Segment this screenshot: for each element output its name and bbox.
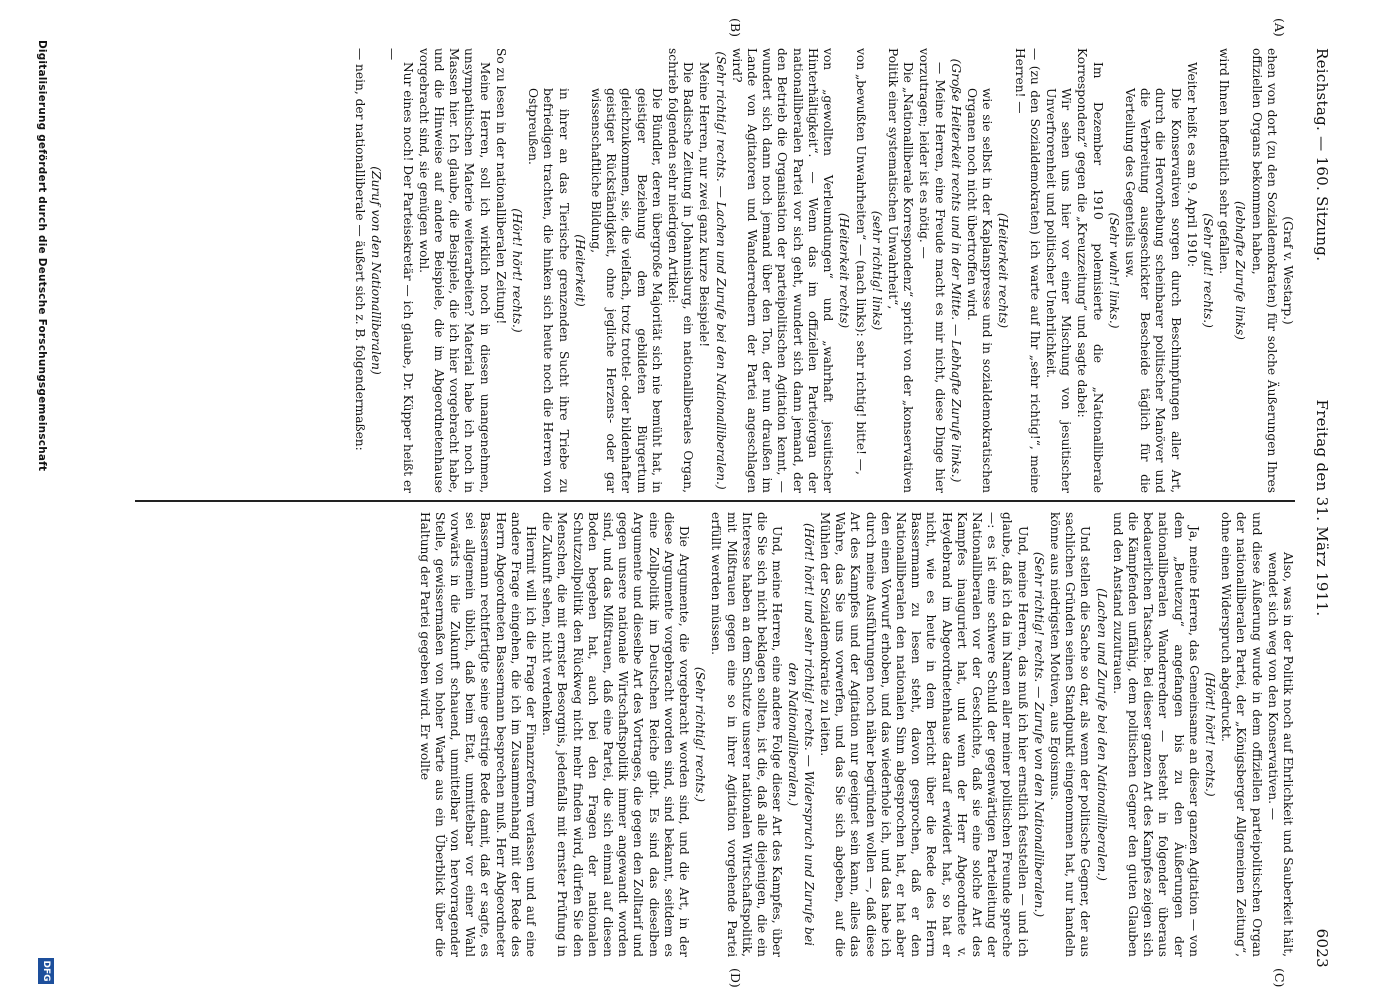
left-column (115, 48, 1295, 493)
page-header (1303, 48, 1331, 968)
interjection: (Heiterkeit rechts) (996, 212, 1011, 329)
paragraph: Hiermit will ich die Frage der Finanzreform verlassen und auf eine andere Frage eingehen, die ich im Zusammenhang mit der Rede des Herrn Abgeordneten Bassermann besprechen muß. Herr Abgeordneter Bassermann rechtfertigte seine gestrige Rede damit, daß er sagte, es sei allgemein üblich, daß beim Etat, unmittelbar vor einer Wahl vorwärts in die Zukunft schauend, unmittelbar von hervorragender Stelle, gewissermaßen von hoher Warte aus ein Überblick über die Haltung der Partei gegeben wird. Er wollte (417, 512, 539, 957)
paragraph: So zu lesen in der nationalliberalen Zeitung! (493, 48, 508, 325)
right-column (115, 512, 1295, 957)
quotation: Die Konservativen sorgen durch Beschimpfungen aller Art, durch die Hervorhebung scheinbarer politischer Manöver und die Verbreitung ausgeschickter Bescheide täglich für die Verteilung des Gegenteils usw. (1122, 88, 1183, 493)
paragraph: — nein, der nationalliberale — äußert sich z. B. folgendermaßen: (353, 48, 368, 451)
margin-marker-a: (A) (1272, 18, 1287, 37)
quotation: in ihrer an das Tierische grenzenden Sucht ihre Triebe zu befriedigen trachten, die hinken sich heute noch die Herren von Ostpreußen. (526, 88, 571, 493)
column-divider (135, 500, 1295, 502)
paragraph: — Meine Herren, eine Freude macht es mir nicht, diese Dinge hier vorzutragen; leider ist es nötig. — (917, 48, 947, 493)
interjection: (Heiterkeit) (572, 234, 587, 307)
paragraph: und diese Äußerung wurde in dem offiziellen parteipolitischen Organ der nationalliberalen Partei, der „Königsberger Allgemeinen Zeitung“, ohne einen Widerspruch abgedruckt. (1219, 512, 1264, 957)
paragraph: ehen von dort (zu den Sozialdemokraten) für solche Äußerungen Ihres offiziellen Organs bekommen haben, (1249, 48, 1279, 493)
interjection: (Hört! hört! und sehr richtig! rechts. — Widerspruch und Zurufe bei den Nationalliberalen.) (786, 523, 816, 946)
quotation: Die Bündler, deren übergroße Majorität sich nie bemüht hat, in geistiger Beziehung dem gebildeten Bürgertum gleichzukommen, sie, die vielfach, trotz trottel- oder bildenhafter geistiger Rückständigkeit, ohne jegliche Herzens- oder gar wissenschaftliche Bildung, (589, 88, 664, 493)
header-date: Freitag den 31. März 1911. (1313, 399, 1331, 617)
paragraph: Im Dezember 1910 polemisierte die „Nationalliberale Korrespondenz“ gegen die „Kreuzzeitung“ und sagte dabei: (1075, 48, 1105, 493)
interjection: (Lachen und Zurufe bei den Nationalliberalen.) (1094, 588, 1109, 881)
paragraph: Und stellen die Sache so dar, als wenn der politische Gegner, der aus sachlichen Gründen seinen Standpunkt eingenommen hat, nur handeln könne aus niedrigsten Motiven, aus Egoismus. (1047, 512, 1093, 957)
interjection: (Heiterkeit rechts) (837, 212, 852, 329)
paragraph: — (zu den Sozialdemokraten) ich warte auf Ihr „sehr richtig!“, meine Herren! — (1012, 48, 1042, 493)
paragraph: wird Ihnen hoffentlich sehr gefallen. (1217, 48, 1232, 274)
interjection: (Sehr richtig! rechts. — Zurufe von den Nationalliberalen.) (1031, 551, 1046, 918)
paragraph: Weiter heißt es am 9. April 1910: (1184, 62, 1199, 268)
paragraph: Die Argumente, die vorgebracht worden sind, und die Art, in der diese Argumente vorgebracht worden sind, sind bekannt, seitdem es eine Zollpolitik im Deutschen Reiche gibt. Es sind das dieselben Argumente und dieselbe Art des Vortrages, die gegen den Zolltarif und gegen unsere nationale Wirtschaftspolitik immer angewandt worden sind, und das Mißtrauen, daß eine Partei, die sich einmal auf diesen Boden begeben hat, auch bei den Fragen der nationalen Schutzzollpolitik den Rückweg nicht mehr finden wird, dürfen Sie den Menschen, die mit ernster Besorgnis, jedenfalls mit ernster Prüfung in die Zukunft sehen, nicht verdenken. (540, 512, 692, 957)
paragraph: Ja, meine Herren, das Gemeinsame an dieser ganzen Agitation — von dem „Beutezug“ angefangen bis zu den Äußerungen der nationalliberalen Wanderredner — besteht in folgender überaus bedauerlichen Tatsache. Bei dieser ganzen Art des Kampfes zeigen sich die Kämpfenden unfähig, dem politischen Gegner den guten Glauben und den Anstand zuzutrauen. (1110, 512, 1201, 957)
quotation: Wir sehen uns hier vor einer Mischung von jesuitischer Unverfrorenheit und politischer Unehrlichkeit. (1043, 88, 1074, 493)
digitization-credit: Digitalisierung gefördert durch die Deutsche Forschungsgemeinschaft (36, 40, 48, 472)
interjection: (Hört! hört! rechts.) (1202, 672, 1217, 797)
speaker-name: (Graf v. Westarp.) (1281, 216, 1295, 325)
paragraph: Meine Herren, soll ich wirklich noch in diesen unangenehmen, unsympathischen Materie weiterarbeiten? Material habe ich noch in Massen hier. Ich glaube, die Beispiele, die ich hier vorgebracht habe, und die Hinweise auf andere Beispiele, die im Abgeordnetenhause vorgebracht sind, sie genügen wohl. (416, 48, 492, 493)
page-number: 6023 (1313, 928, 1331, 968)
interjection: (Sehr richtig! rechts. — Lachen und Zurufe bei den Nationalliberalen.) (713, 51, 728, 490)
paragraph: Und, meine Herren, das muß ich hier ernstlich feststellen — und ich glaube, daß ich da im Namen aller meiner politischen Freunde spreche —: es ist eine schwere Schuld der gegenwärtigen Parteileitung der Nationalliberalen vor der Geschichte, daß sie eine solche Art des Kampfes inauguriert hat, und wenn der Herr Abgeordnete v. Heydebrand im Abgeordnetenhause darauf erwidert hat, so hat er nicht, wie es heute in dem Bericht über die Rede des Herrn Bassermann zu lesen steht, davon gesprochen, daß er den Nationalliberalen den nationalen Sinn abgesprochen hat, er hat aber den einen Vorwurf erhoben, und das wiederhole ich, und das habe ich durch meine Ausführungen noch näher begründen wollen —, daß diese Art des Kampfes und der Agitation nur geeignet sein kann, alles das Wahre, das Sie uns vorwerfen, und das Sie sich abgeben, auf die Mühlen der Sozialdemokratie zu leiten. (817, 512, 1030, 957)
interjection: (Sehr richtig! rechts.) (693, 666, 708, 803)
header-session: Reichstag. — 160. Sitzung. (1313, 48, 1331, 262)
interjection: (Sehr wahr! links.) (1106, 212, 1121, 329)
paragraph: Nur eines noch! Der Parteisekretär — ich glaube, Dr. Küpper heißt er — (385, 48, 415, 493)
paragraph: Die „Nationalliberale Korrespondenz“ spricht von der „konservativen Politik einer systematischen Unwahrheit“, (885, 48, 916, 493)
interjection: (lebhafte Zurufe links) (1233, 201, 1248, 340)
margin-marker-b: (B) (728, 18, 743, 37)
paragraph: von „bewußten Unwahrheiten“ — (nach links): sehr richtig! bitte! —, (853, 48, 868, 475)
margin-marker-c: (C) (1272, 968, 1287, 988)
quotation: wie sie selbst in der Kaplanspresse und in sozialdemokratischen Organen noch nicht übertroffen wird. (964, 88, 995, 493)
margin-marker-d: (D) (728, 968, 743, 988)
paragraph: Meine Herren, nur zwei ganz kurze Beispiele! (697, 62, 712, 348)
interjection: (sehr richtig! links) (869, 210, 884, 331)
paragraph: Die Badische Zeitung in Johannisburg, ein nationalliberales Organ, schrieb folgenden sehr niedrigen Artikel: (666, 48, 696, 493)
interjection: (Große Heiterkeit rechts und in der Mitte. — Lebhafte Zurufe links.) (948, 58, 963, 483)
interjection: (Sehr gut! rechts.) (1200, 213, 1215, 328)
quotation: Also, was in der Politik noch auf Ehrlichkeit und Sauberkeit hält, wendet sich weg von den Konservativen. — (1265, 552, 1295, 957)
interjection: (Zuruf von den Nationalliberalen) (369, 166, 384, 375)
paragraph: von „gewollten Verleumdungen“ und „wahrhaft jesuitischer Hinterhältigkeit“. — Wenn das im offiziellen Parteiorgan der nationalliberalen Partei vor sich geht, wundert sich dann jemand, der den Betrieb die Organisation der parteipolitischen Agitation kennt, — wundert sich dann noch jemand über den Ton, der nun draußen im Lande von Agitatoren und Wanderrednern der Partei angeschlagen wird? (729, 48, 836, 493)
paragraph: Und, meine Herren, eine andere Folge dieser Art des Kampfes, über die Sie sich nicht beklagen sollten, ist die, daß alle diejenigen, die ein Interesse haben an dem Schutze unserer nationalen Wirtschaftspolitik, mit Mißtrauen gegen eine so in ihrer Agitation vorgehende Partei erfüllt werden müssen. (709, 512, 785, 957)
dfg-logo: DFG (38, 958, 54, 984)
interjection: (Hört! hört! rechts.) (510, 208, 525, 333)
